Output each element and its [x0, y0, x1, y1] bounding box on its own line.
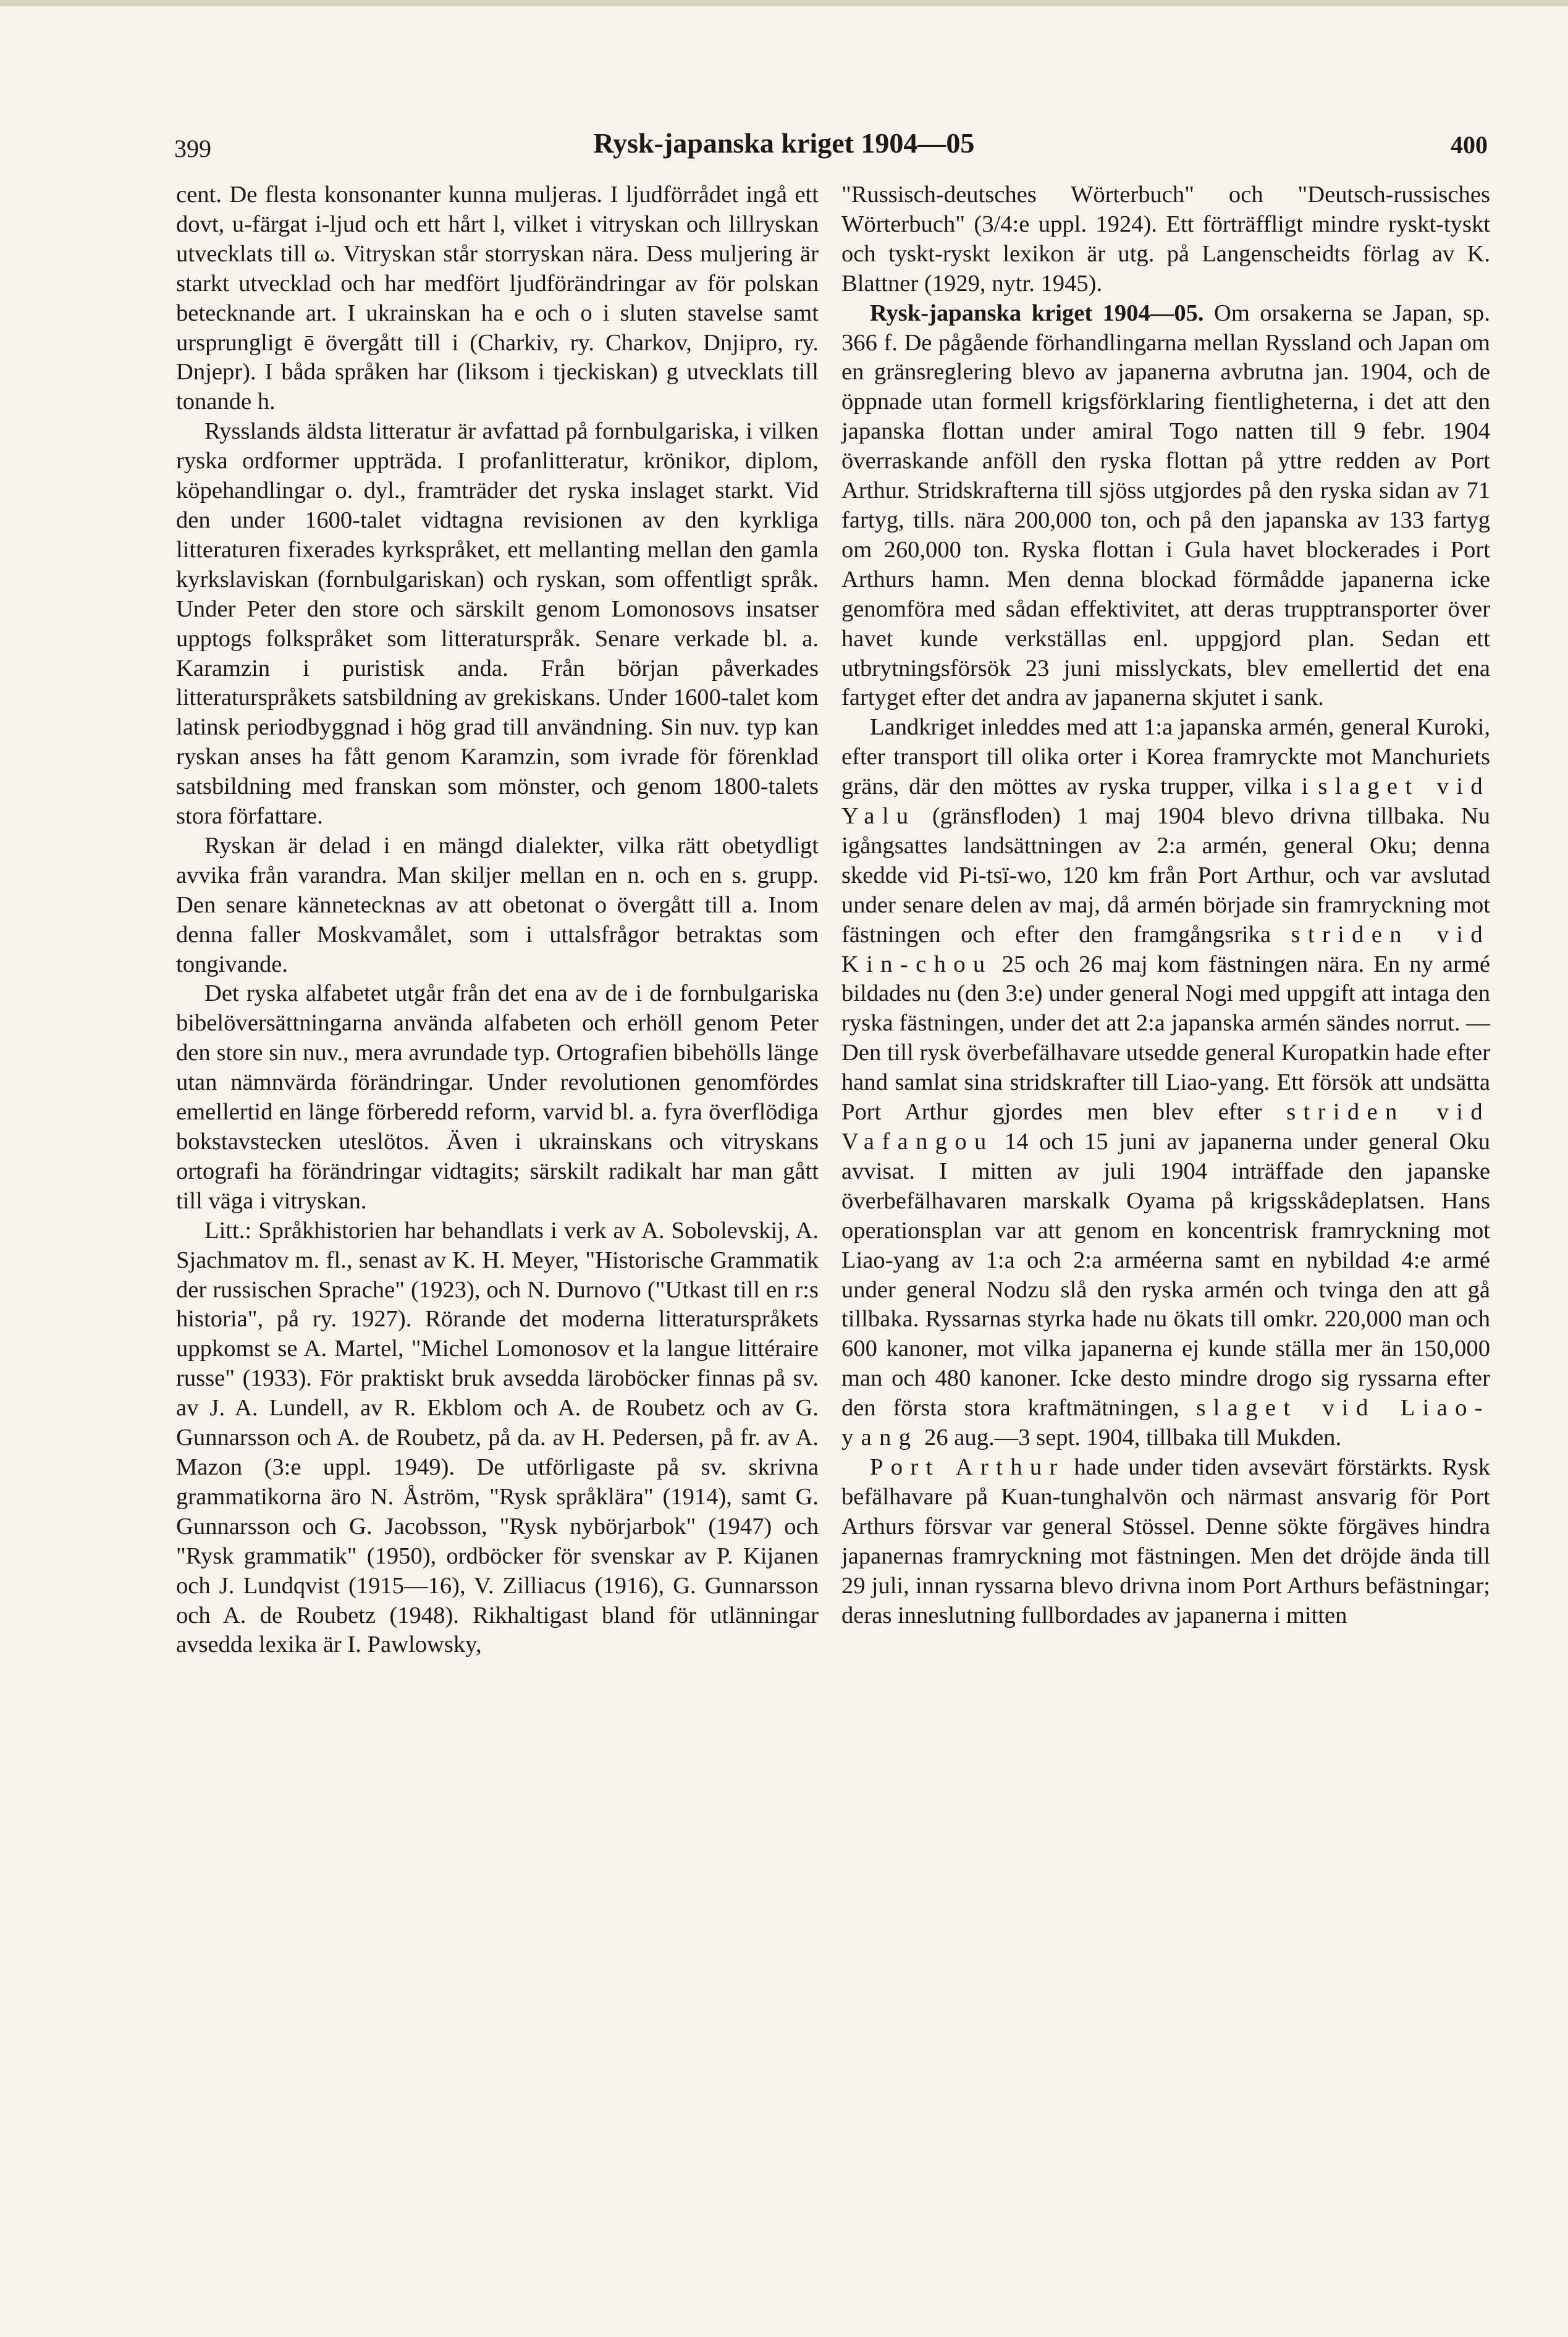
spaced-term: striden vid Kin-chou	[841, 921, 1491, 977]
right-column	[841, 180, 1490, 1630]
text-run: 26 aug.—3 sept. 1904, tillbaka till Mukden.	[924, 1425, 1342, 1451]
paragraph: Det ryska alfabetet utgår från det ena av de i de fornbulgariska bibelöversättningarna använda alfabeten och erhöll genom Peter den store sin nuv., mera avrundade typ. Ortografien bibehölls länge utan nämnvärda förändringar. Under revolutionen genomfördes emellertid en länge förberedd reform, varvid bl. a. fyra överflödiga bokstavstecken uteslötos. Även i ukrainskans och vitryskans ortografi ha förändringar vidtagits; särskilt radikalt har man gått till väga i vitryskan.	[176, 980, 819, 1214]
spaced-term: slaget vid Yalu	[841, 773, 1490, 830]
text-run: 14 och 15 juni av japanerna under general Oku avvisat. I mitten av juli 1904 inträffade den japanske överbefälhavaren marskalk Oyama på krigsskådeplatsen. Hans operationsplan var att genom en koncentrisk framryckning mot Liao-yang av 1:a och 2:a arméerna samt en nybildad 4:e armé under general Nodzu slå den ryska armén och tvinga den att gå tillbaka. Ryssarnas styrka hade nu ökats till omkr. 220,000 man och 600 kanoner, mot vilka japanerna ej kunde ställa mer än 150,000 man och 480 kanoner. Icke desto mindre drogo sig ryssarna efter den första stora kraftmätningen,	[841, 1129, 1490, 1421]
page-number-right: 400	[1451, 131, 1488, 159]
running-title: Rysk-japanska kriget 1904—05	[593, 127, 975, 159]
paragraph: cent. De flesta konsonanter kunna muljeras. I ljudförrådet ingå ett dovt, u-färgat i-ljud och ett hårt l, vilket i vitryskan och lillryskan utvecklats till ω. Vitryskan står storryskan nära. Dess muljering är starkt utvecklad och har medfört ljudförändringar av för polskan betecknande art. I ukrainskan ha e och o i sluten stavelse samt ursprungligt ē övergått till i (Charkiv, ry. Charkov, Dnjipro, ry. Dnjepr). I båda språken har (liksom i tjeckiskan) g utvecklats till tonande h.	[176, 182, 819, 415]
paragraph: "Russisch-deutsches Wörterbuch" och "Deutsch-russisches Wörterbuch" (3/4:e uppl. 1924). Ett förträffligt mindre ryskt-tyskt och tyskt-ryskt lexikon är utg. på Langenscheidts förlag av K. Blattner (1929, nytr. 1945).	[841, 182, 1490, 297]
paragraph	[841, 713, 1490, 1453]
page-number-left: 399	[174, 135, 211, 162]
left-column	[176, 180, 819, 1660]
paragraph	[841, 1453, 1490, 1630]
spaced-term: Port Arthur	[870, 1454, 1065, 1480]
article-headword: Rysk-japanska kriget 1904—05.	[870, 300, 1204, 326]
text-run: 25 och 26 maj kom fästningen nära. En ny armé bildades nu (den 3:e) under general Nogi med uppgift att intaga den ryska fästningen, under det att 2:a japanska armén sändes norrut. — Den till rysk överbefälhavare utsedde general Kuropatkin hade efter hand samlat sina stridskrafter till Liao-yang. Ett försök att undsätta Port Arthur gjordes men blev efter	[841, 951, 1490, 1126]
spaced-term: striden vid Vafangou	[841, 1099, 1490, 1155]
paragraph: Ryskan är delad i en mängd dialekter, vilka rätt obetydligt avvika från varandra. Man skiljer mellan en n. och en s. grupp. Den senare kännetecknas av att obetonat o övergått till a. Inom denna faller Moskvamålet, som i uttalsfrågor betraktas som tongivande.	[176, 832, 819, 977]
paragraph: Rysslands äldsta litteratur är avfattad på fornbulgariska, i vilken ryska ordformer uppträda. I profanlitteratur, krönikor, diplom, köpehandlingar o. dyl., framträder det ryska inslaget starkt. Vid den under 1600-talet vidtagna revisionen av den kyrkliga litteraturen fixerades kyrkspråket, ett mellanting mellan den gamla kyrkslaviskan (fornbulgariskan) och ryskan, som offentligt språk. Under Peter den store och särskilt genom Lomonosovs insatser upptogs folkspråket som litteraturspråk. Senare verkade bl. a. Karamzin i puristisk anda. Från början påverkades litteraturspråkets satsbildning av grekiskans. Under 1600-talet kom latinsk periodbyggnad i hög grad till användning. Sin nuv. typ kan ryskan anses ha fått genom Karamzin, som ivrade för förenklad satsbildning med franskan som mönster, och genom 1800-talets stora författare.	[176, 418, 819, 830]
page-top-edge	[0, 0, 1568, 6]
page-header	[0, 127, 1568, 170]
article-text: Om orsakerna se Japan, sp. 366 f. De pågående förhandlingarna mellan Ryssland och Japan om en gränsreglering blevo av japanerna avbrutna jan. 1904, och de öppnade utan formell krigsförklaring fientligheterna, i det att den japanska flottan under amiral Togo natten till 9 febr. 1904 överraskande anföll den ryska flottan på yttre redden av Port Arthur. Stridskrafterna till sjöss utgjordes på den ryska sidan av 71 fartyg, tills. nära 200,000 ton, och på den japanska av 133 fartyg om 260,000 ton. Ryska flottan i Gula havet blockerades i Port Arthurs hamn. Men denna blockad förmådde japanerna icke genomföra med sådan effektivitet, att deras trupptransporter över havet kunde verkställas enl. uppgjord plan. Sedan ett utbrytningsförsök 23 juni misslyckats, blev emellertid det ena fartyget efter det andra av japanerna skjutet i sank.	[841, 300, 1490, 711]
text-run: hade under tiden avsevärt förstärkts. Rysk befälhavare på Kuan-tunghalvön och närmast ansvarig för Port Arthurs försvar var general Stössel. Denne sökte förgäves hindra japanernas framryckning mot fästningen. Men det dröjde ända till 29 juli, innan ryssarna blevo drivna inom Port Arthurs befästningar; deras inneslutning fullbordades av japanerna i mitten	[841, 1454, 1491, 1628]
spaced-term: slaget vid Liao-yang	[841, 1395, 1490, 1451]
literature-paragraph: Litt.: Språkhistorien har behandlats i verk av A. Sobolevskij, A. Sjachmatov m. fl., senast av K. H. Meyer, "Historische Grammatik der russischen Sprache" (1923), och N. Durnovo ("Utkast till en r:s historia", på ry. 1927). Rörande det moderna litteraturspråkets uppkomst se A. Martel, "Michel Lomonosov et la langue littéraire russe" (1933). För praktiskt bruk avsedda läroböcker finnas på sv. av J. A. Lundell, av R. Ekblom och A. de Roubetz och av G. Gunnarsson och A. de Roubetz, på da. av H. Pedersen, på fr. av A. Mazon (3:e uppl. 1949). De utförligaste på sv. skrivna grammatikorna äro N. Åström, "Rysk språklära" (1914), samt G. Gunnarsson och G. Jacobsson, "Rysk nybörjarbok" (1947) och "Rysk grammatik" (1950), ordböcker för svenskar av P. Kijanen och J. Lundqvist (1915—16), V. Zilliacus (1916), G. Gunnarsson och A. de Roubetz (1948). Rikhaltigast bland för utlänningar avsedda lexika är I. Pawlowsky,	[176, 1217, 819, 1658]
text-run: Landkriget inleddes med att 1:a japanska armén, general Kuroki, efter transport till olika orter i Korea framryckte mot Manchuriets gräns, där den möttes av ryska trupper, vilka i	[841, 714, 1490, 800]
article-entry	[841, 299, 1490, 714]
text-run: (gränsfloden) 1 maj 1904 blevo drivna tillbaka. Nu igångsattes landsättningen av 2:a armén, general Oku; denna skedde vid Pi-tsï-wo, 120 km från Port Arthur, och var avslutad under senare delen av maj, då armén började sin framryckning mot fästningen och efter den framgångsrika	[841, 803, 1490, 948]
